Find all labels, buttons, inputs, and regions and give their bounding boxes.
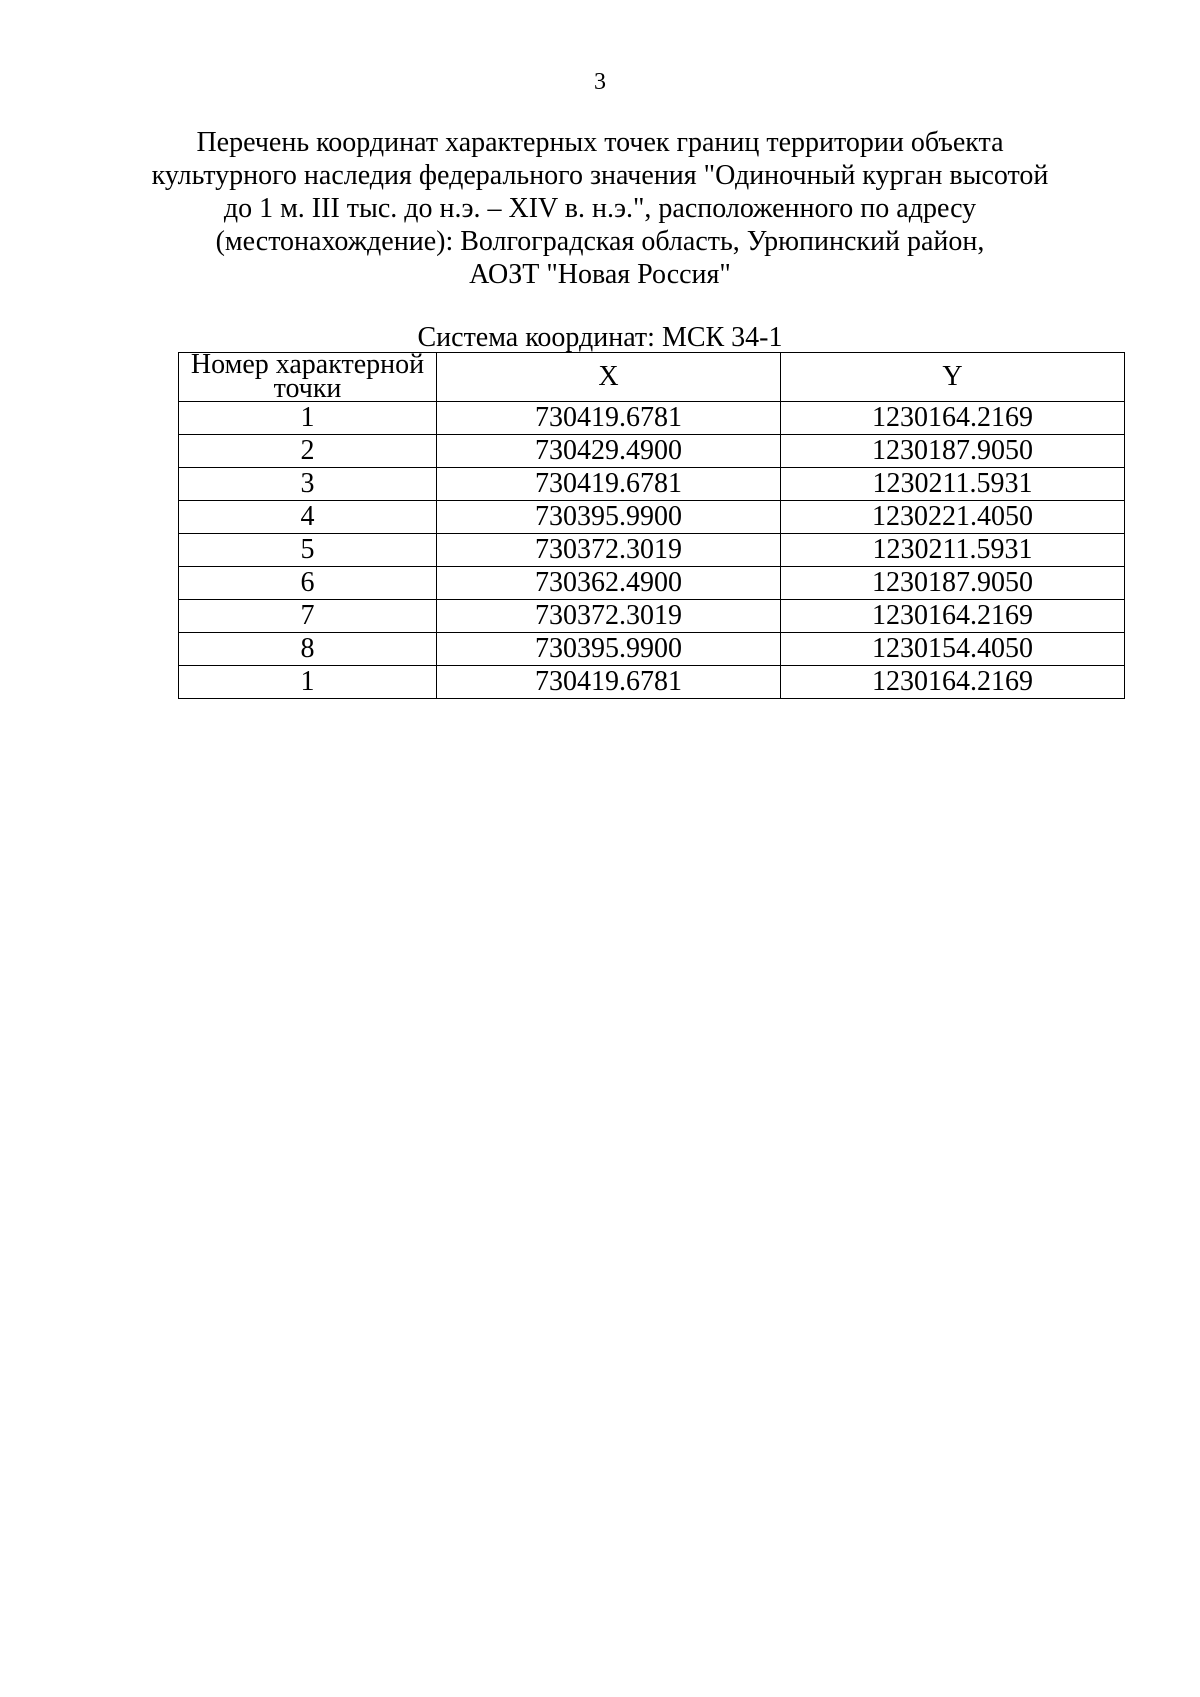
cell-y: 1230211.5931 [781, 468, 1125, 501]
cell-x: 730395.9900 [437, 633, 781, 666]
cell-x: 730429.4900 [437, 435, 781, 468]
header-point-number-line1: Номер характерной [190, 349, 425, 380]
cell-y: 1230164.2169 [781, 600, 1125, 633]
header-point-number-line2: точки [273, 373, 342, 404]
header-x: X [437, 353, 781, 402]
cell-point-number: 2 [179, 435, 437, 468]
header-y: Y [781, 353, 1125, 402]
cell-x: 730372.3019 [437, 534, 781, 567]
cell-point-number: 8 [179, 633, 437, 666]
table-row [179, 435, 1125, 468]
title-line: до 1 м. III тыс. до н.э. – XIV в. н.э.", расположенного по адресу [223, 193, 977, 224]
cell-y: 1230164.2169 [781, 666, 1125, 699]
table-row [179, 468, 1125, 501]
table-header-row [179, 353, 1125, 402]
table-row [179, 501, 1125, 534]
document-title [150, 126, 1050, 291]
cell-y: 1230187.9050 [781, 435, 1125, 468]
table-row [179, 402, 1125, 435]
cell-point-number: 6 [179, 567, 437, 600]
cell-x: 730419.6781 [437, 666, 781, 699]
table-row [179, 600, 1125, 633]
cell-x: 730419.6781 [437, 402, 781, 435]
cell-point-number: 4 [179, 501, 437, 534]
cell-x: 730372.3019 [437, 600, 781, 633]
title-line: АОЗТ "Новая Россия" [469, 259, 731, 290]
table-row [179, 666, 1125, 699]
table-row [179, 633, 1125, 666]
cell-point-number: 1 [179, 402, 437, 435]
table-row [179, 534, 1125, 567]
cell-y: 1230187.9050 [781, 567, 1125, 600]
page-number: 3 [594, 69, 606, 95]
cell-y: 1230164.2169 [781, 402, 1125, 435]
title-line: (местонахождение): Волгоградская область, Урюпинский район, [215, 226, 985, 257]
title-line: культурного наследия федерального значения "Одиночный курган высотой [151, 160, 1049, 191]
cell-y: 1230211.5931 [781, 534, 1125, 567]
cell-point-number: 3 [179, 468, 437, 501]
cell-point-number: 5 [179, 534, 437, 567]
cell-point-number: 1 [179, 666, 437, 699]
title-line: Перечень координат характерных точек границ территории объекта [196, 127, 1004, 158]
coordinate-system-caption: Система координат: МСК 34-1 [417, 322, 783, 353]
cell-x: 730395.9900 [437, 501, 781, 534]
coordinates-table [178, 349, 1125, 699]
cell-y: 1230221.4050 [781, 501, 1125, 534]
cell-point-number: 7 [179, 600, 437, 633]
header-point-number [179, 349, 437, 404]
cell-y: 1230154.4050 [781, 633, 1125, 666]
table-row [179, 567, 1125, 600]
cell-x: 730362.4900 [437, 567, 781, 600]
cell-x: 730419.6781 [437, 468, 781, 501]
